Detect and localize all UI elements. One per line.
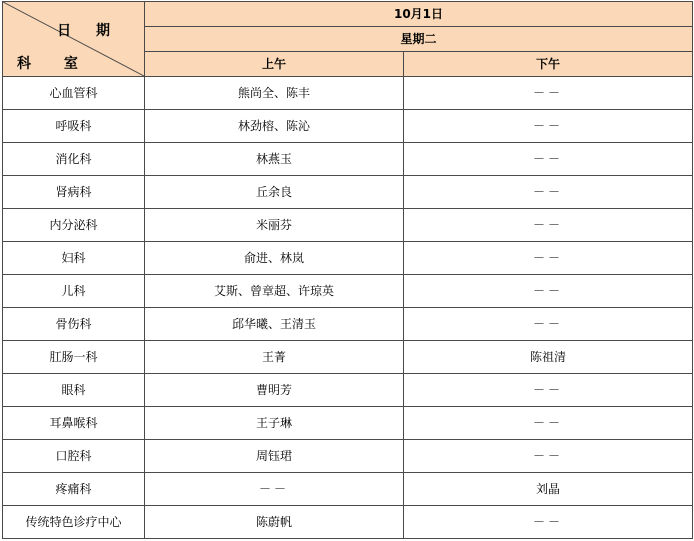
table-row xyxy=(3,77,693,110)
corner-date-label: 日 期 xyxy=(57,23,120,39)
corner-header-cell xyxy=(3,2,145,77)
department-cell: 肾病科 xyxy=(3,176,145,209)
afternoon-doctor-cell: 陈祖清 xyxy=(404,341,693,374)
morning-doctor-cell: 曹明芳 xyxy=(145,374,404,407)
afternoon-doctor-cell: －－ xyxy=(404,440,693,473)
header-row-date xyxy=(3,2,693,27)
afternoon-doctor-cell: －－ xyxy=(404,176,693,209)
morning-doctor-cell: 米丽芬 xyxy=(145,209,404,242)
afternoon-doctor-cell: －－ xyxy=(404,407,693,440)
department-cell: 儿科 xyxy=(3,275,145,308)
morning-doctor-cell: 熊尚全、陈丰 xyxy=(145,77,404,110)
department-cell: 消化科 xyxy=(3,143,145,176)
morning-doctor-cell: 周钰珺 xyxy=(145,440,404,473)
table-row xyxy=(3,440,693,473)
table-row xyxy=(3,374,693,407)
table-row xyxy=(3,143,693,176)
afternoon-doctor-cell: －－ xyxy=(404,209,693,242)
morning-doctor-cell: 邱华曦、王清玉 xyxy=(145,308,404,341)
afternoon-doctor-cell: －－ xyxy=(404,77,693,110)
afternoon-doctor-cell: －－ xyxy=(404,506,693,539)
department-cell: 心血管科 xyxy=(3,77,145,110)
department-cell: 妇科 xyxy=(3,242,145,275)
table-row xyxy=(3,275,693,308)
morning-doctor-cell: 陈蔚帆 xyxy=(145,506,404,539)
afternoon-doctor-cell: 刘晶 xyxy=(404,473,693,506)
morning-doctor-cell: 艾斯、曾章超、许琼英 xyxy=(145,275,404,308)
table-row xyxy=(3,473,693,506)
morning-doctor-cell: 丘余良 xyxy=(145,176,404,209)
table-row xyxy=(3,407,693,440)
afternoon-doctor-cell: －－ xyxy=(404,275,693,308)
table-row xyxy=(3,308,693,341)
department-cell: 耳鼻喉科 xyxy=(3,407,145,440)
department-cell: 肛肠一科 xyxy=(3,341,145,374)
weekday-header: 星期二 xyxy=(145,27,693,52)
table-row xyxy=(3,242,693,275)
morning-doctor-cell: 林劲榕、陈沁 xyxy=(145,110,404,143)
morning-doctor-cell: 王子琳 xyxy=(145,407,404,440)
table-row xyxy=(3,176,693,209)
department-cell: 内分泌科 xyxy=(3,209,145,242)
afternoon-doctor-cell: －－ xyxy=(404,308,693,341)
department-cell: 呼吸科 xyxy=(3,110,145,143)
date-header: 10月1日 xyxy=(145,2,693,27)
table-row xyxy=(3,341,693,374)
afternoon-doctor-cell: －－ xyxy=(404,143,693,176)
table-row xyxy=(3,506,693,539)
afternoon-doctor-cell: －－ xyxy=(404,242,693,275)
department-cell: 疼痛科 xyxy=(3,473,145,506)
morning-doctor-cell: －－ xyxy=(145,473,404,506)
afternoon-doctor-cell: －－ xyxy=(404,374,693,407)
department-cell: 传统特色诊疗中心 xyxy=(3,506,145,539)
duty-schedule-table xyxy=(2,1,693,539)
morning-doctor-cell: 王菁 xyxy=(145,341,404,374)
corner-dept-label: 科 室 xyxy=(17,56,92,72)
morning-header: 上午 xyxy=(145,52,404,77)
afternoon-header: 下午 xyxy=(404,52,693,77)
department-cell: 骨伤科 xyxy=(3,308,145,341)
morning-doctor-cell: 林燕玉 xyxy=(145,143,404,176)
department-cell: 口腔科 xyxy=(3,440,145,473)
morning-doctor-cell: 俞进、林岚 xyxy=(145,242,404,275)
table-row xyxy=(3,110,693,143)
afternoon-doctor-cell: －－ xyxy=(404,110,693,143)
table-row xyxy=(3,209,693,242)
department-cell: 眼科 xyxy=(3,374,145,407)
